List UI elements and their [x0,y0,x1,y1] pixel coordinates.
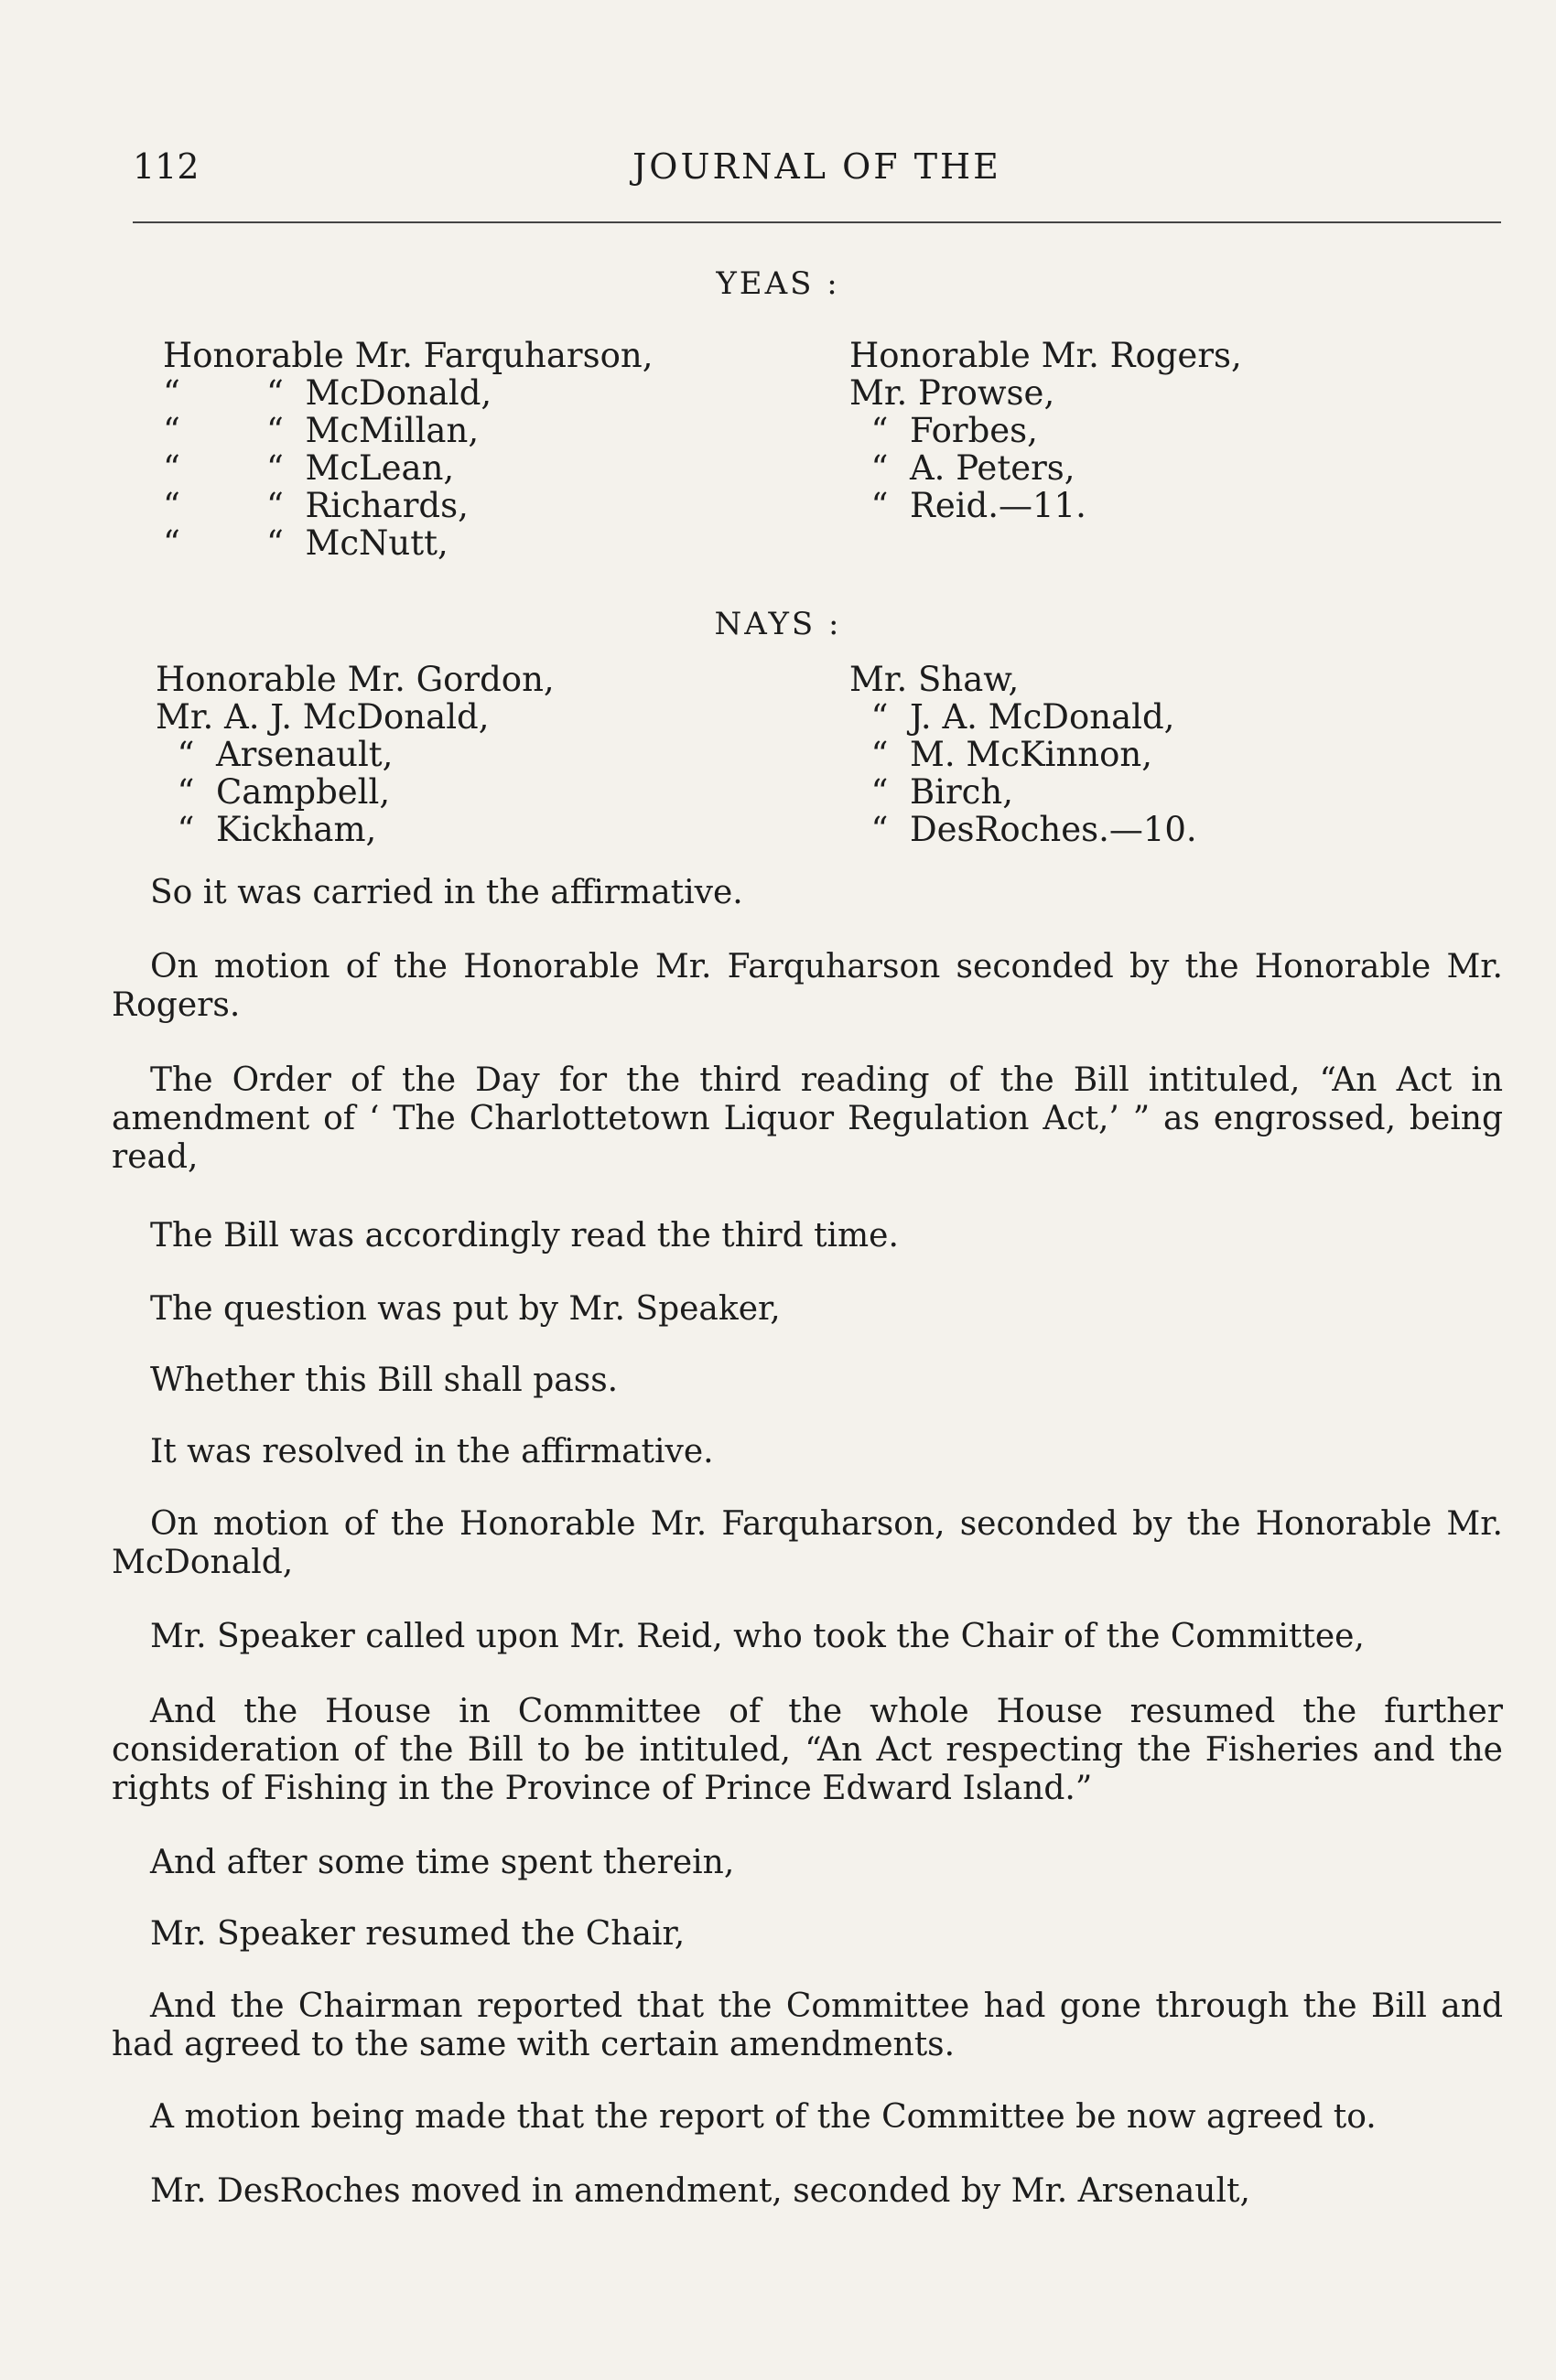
vote-name: “ Arsenault, [156,735,394,774]
vote-name: Mr. A. J. McDonald, [156,697,490,737]
paragraph: And after some time spent therein, [150,1844,735,1881]
vote-name: “ DesRoches.—10. [849,810,1197,849]
paragraph: On motion of the Honorable Mr. Farquharson seconded by the Honorable Mr. Rogers. [112,948,1503,1024]
nays-left-column [156,661,555,848]
vote-name: “ “ McDonald, [163,373,492,413]
vote-name: Honorable Mr. Rogers, [849,336,1242,375]
running-head: JOURNAL OF THE [632,146,1001,187]
yeas-right-column [849,337,1242,524]
vote-name: Mr. Prowse, [849,373,1055,413]
paragraph: Whether this Bill shall pass. [150,1362,619,1399]
paragraph: And the Chairman reported that the Committee had gone through the Bill and had agreed to the same with certain amendments. [112,1987,1503,2063]
vote-name: “ Campbell, [156,772,391,812]
paragraph: Mr. Speaker resumed the Chair, [150,1915,686,1953]
paragraph: The Bill was accordingly read the third time. [150,1217,899,1255]
paragraph: Mr. Speaker called upon Mr. Reid, who took the Chair of the Committee, [150,1618,1365,1655]
paragraph: So it was carried in the affirmative. [150,874,743,911]
paragraph: A motion being made that the report of the Committee be now agreed to. [150,2098,1377,2136]
vote-name: “ “ McLean, [163,448,455,488]
vote-name: “ “ McMillan, [163,411,480,450]
header-rule [133,221,1501,223]
vote-name: “ Reid.—11. [849,486,1086,525]
nays-right-column [849,661,1197,848]
vote-name: Mr. Shaw, [849,660,1020,699]
vote-name: Honorable Mr. Gordon, [156,660,555,699]
vote-name: “ A. Peters, [849,448,1075,488]
paragraph: It was resolved in the affirmative. [150,1433,714,1470]
vote-name: “ M. McKinnon, [849,735,1152,774]
vote-name: “ Forbes, [849,411,1038,450]
page-header [133,146,1501,201]
paragraph: And the House in Committee of the whole House resumed the further consideration of the Bill to be intituled, “An Act respecting the Fisheries and the rights of Fishing in the Province of Prince Edward Island.” [112,1693,1503,1807]
nays-heading: NAYS : [714,606,842,642]
vote-name: “ Birch, [849,772,1013,812]
vote-name: Honorable Mr. Farquharson, [163,336,654,375]
vote-name: “ J. A. McDonald, [849,697,1175,737]
paragraph: The question was put by Mr. Speaker, [150,1290,781,1328]
paragraph: On motion of the Honorable Mr. Farquharson, seconded by the Honorable Mr. McDonald, [112,1505,1503,1581]
vote-name: “ “ McNutt, [163,523,448,563]
yeas-left-column [163,337,653,562]
vote-name: “ Kickham, [156,810,377,849]
yeas-heading: YEAS : [716,265,840,302]
paragraph: The Order of the Day for the third reading of the Bill intituled, “An Act in amendment of ‘ The Charlottetown Liquor Regulation Act,’ ” as engrossed, being read, [112,1061,1503,1176]
page-number: 112 [133,146,200,187]
paragraph: Mr. DesRoches moved in amendment, seconded by Mr. Arsenault, [150,2172,1250,2210]
vote-name: “ “ Richards, [163,486,469,525]
